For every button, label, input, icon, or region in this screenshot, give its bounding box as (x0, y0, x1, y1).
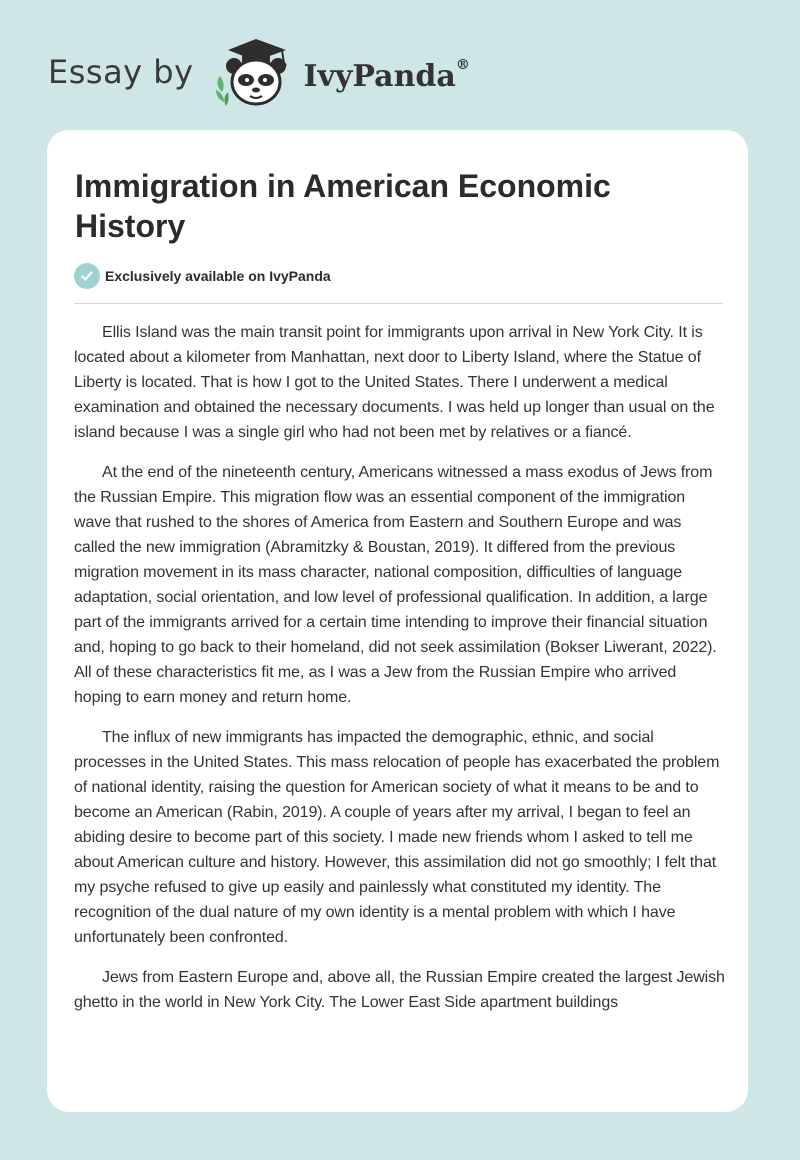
essay-title: Immigration in American Economic History (75, 168, 611, 244)
paragraph: At the end of the nineteenth century, Americans witnessed a mass exodus of Jews from the Russian Empire. This migration flow was an essential component of the immigration wave that rushed to the shores of America from Eastern and Southern Europe and was called the new immigration (Abramitzky & Boustan, 2019). It differed from the previous migration movement in its mass character, national composition, difficulties of language adaptation, social orientation, and low level of professional qualification. In addition, a large part of the immigrants arrived for a certain time intending to improve their financial situation and, hoping to go back to their homeland, did not seek assimilation (Bokser Liwerant, 2022). All of these characteristics fit me, as I was a Jew from the Russian Empire who arrived hoping to earn money and return home. (74, 464, 717, 706)
exclusive-badge-text: Exclusively available on IvyPanda (105, 268, 331, 284)
registered-mark: ® (455, 56, 470, 73)
essay-card (47, 130, 748, 1112)
site-header (48, 36, 470, 108)
check-circle-icon (74, 263, 100, 289)
essay-by-label: Essay by (48, 53, 194, 91)
paragraph: Jews from Eastern Europe and, above all, the Russian Empire created the largest Jewish ghetto in the world in New York City. The Lower East Side apartment buildings (74, 969, 725, 1011)
brand-name[interactable]: IvyPanda® (303, 56, 470, 94)
exclusive-badge (74, 263, 331, 289)
essay-body (74, 320, 726, 1030)
title-divider (74, 303, 723, 304)
paragraph: The influx of new immigrants has impacted the demographic, ethnic, and social processes in the United States. This mass relocation of people has exacerbated the problem of national identity, raising the question for American society of what it means to be and to become an American (Rabin, 2019). A couple of years after my arrival, I began to feel an abiding desire to become part of this society. I made new friends whom I asked to tell me about American culture and history. However, this assimilation did not go smoothly; I felt that my psyche refused to give up easily and painlessly what constituted my identity. The recognition of the dual nature of my own identity is a mental problem with which I have unfortunately been confronted. (74, 729, 720, 946)
panda-graduate-logo-icon[interactable] (208, 36, 298, 108)
paragraph: Ellis Island was the main transit point for immigrants upon arrival in New York City. It is located about a kilometer from Manhattan, next door to Liberty Island, where the Statue of Liberty is located. That is how I got to the United States. There I underwent a medical examination and obtained the necessary documents. I was held up longer than usual on the island because I was a single girl who had not been met by relatives or a fiancé. (74, 324, 715, 441)
